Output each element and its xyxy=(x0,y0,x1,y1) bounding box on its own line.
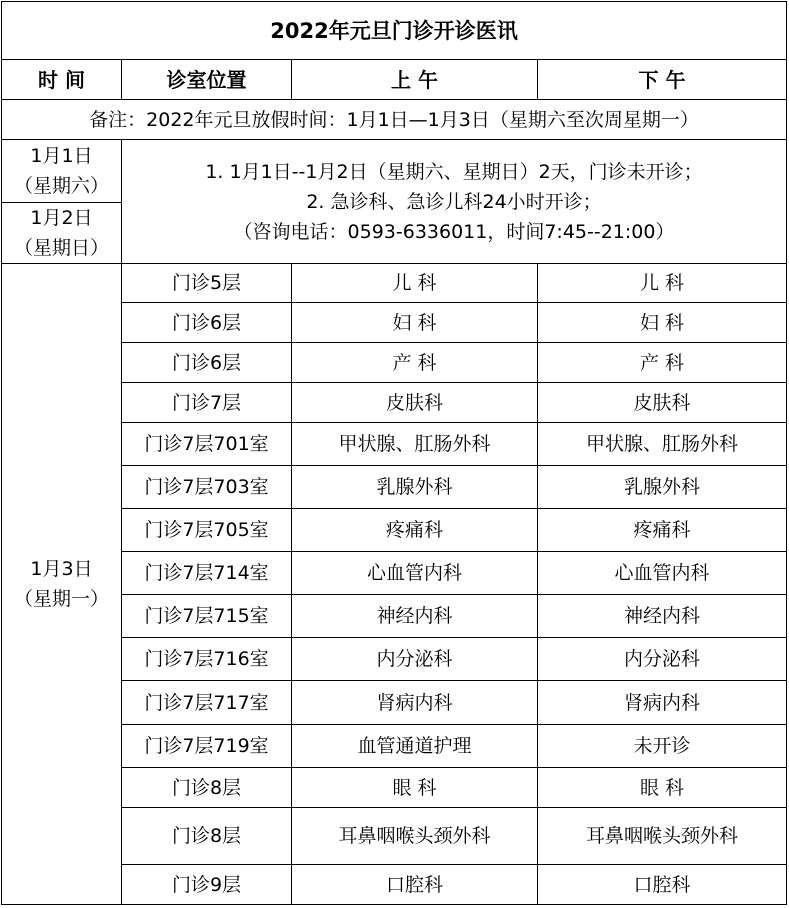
header-row xyxy=(2,60,787,100)
room-location: 门诊6层 xyxy=(122,303,292,343)
morning-department: 心血管内科 xyxy=(292,552,538,595)
afternoon-department: 耳鼻咽喉头颈外科 xyxy=(538,808,787,865)
morning-department: 口腔科 xyxy=(292,865,538,905)
header-time: 时 间 xyxy=(2,60,122,100)
afternoon-department: 皮肤科 xyxy=(538,383,787,423)
holiday-weekday: （星期六） xyxy=(13,175,109,197)
room-location: 门诊7层714室 xyxy=(122,552,292,595)
room-location: 门诊7层701室 xyxy=(122,423,292,466)
holiday-date-cell xyxy=(2,203,122,264)
clinic-schedule-table xyxy=(1,1,787,905)
title-row xyxy=(2,2,787,60)
holiday-remark: 备注：2022年元旦放假时间：1月1日—1月3日（星期六至次周星期一） xyxy=(2,100,787,140)
afternoon-department: 眼 科 xyxy=(538,768,787,808)
afternoon-department: 口腔科 xyxy=(538,865,787,905)
afternoon-department: 甲状腺、肛肠外科 xyxy=(538,423,787,466)
morning-department: 耳鼻咽喉头颈外科 xyxy=(292,808,538,865)
afternoon-department: 内分泌科 xyxy=(538,638,787,681)
room-location: 门诊9层 xyxy=(122,865,292,905)
room-location: 门诊8层 xyxy=(122,768,292,808)
header-afternoon: 下 午 xyxy=(538,60,787,100)
holiday-row-1 xyxy=(2,140,787,203)
morning-department: 皮肤科 xyxy=(292,383,538,423)
morning-department: 甲状腺、肛肠外科 xyxy=(292,423,538,466)
room-location: 门诊7层705室 xyxy=(122,509,292,552)
room-location: 门诊7层703室 xyxy=(122,466,292,509)
room-location: 门诊8层 xyxy=(122,808,292,865)
page-title: 2022年元旦门诊开诊医讯 xyxy=(2,2,787,60)
open-day-date: 1月3日 xyxy=(30,558,93,580)
holiday-date: 1月2日 xyxy=(30,207,93,229)
room-location: 门诊5层 xyxy=(122,264,292,303)
afternoon-department: 产 科 xyxy=(538,343,787,383)
afternoon-department: 疼痛科 xyxy=(538,509,787,552)
holiday-weekday: （星期日） xyxy=(13,237,109,259)
room-location: 门诊7层 xyxy=(122,383,292,423)
open-day-weekday: （星期一） xyxy=(13,588,109,610)
morning-department: 内分泌科 xyxy=(292,638,538,681)
room-location: 门诊7层717室 xyxy=(122,681,292,725)
morning-department: 儿 科 xyxy=(292,264,538,303)
morning-department: 血管通道护理 xyxy=(292,725,538,768)
afternoon-department: 肾病内科 xyxy=(538,681,787,725)
holiday-date-cell xyxy=(2,140,122,203)
afternoon-department: 儿 科 xyxy=(538,264,787,303)
header-location: 诊室位置 xyxy=(122,60,292,100)
morning-department: 妇 科 xyxy=(292,303,538,343)
holiday-note-line: 1. 1月1日--1月2日（星期六、星期日）2天，门诊未开诊； xyxy=(205,160,703,183)
afternoon-department: 乳腺外科 xyxy=(538,466,787,509)
morning-department: 产 科 xyxy=(292,343,538,383)
header-morning: 上 午 xyxy=(292,60,538,100)
morning-department: 肾病内科 xyxy=(292,681,538,725)
holiday-notes xyxy=(122,140,787,264)
room-location: 门诊7层715室 xyxy=(122,595,292,638)
room-location: 门诊7层719室 xyxy=(122,725,292,768)
morning-department: 乳腺外科 xyxy=(292,466,538,509)
afternoon-department: 未开诊 xyxy=(538,725,787,768)
afternoon-department: 神经内科 xyxy=(538,595,787,638)
afternoon-department: 妇 科 xyxy=(538,303,787,343)
morning-department: 眼 科 xyxy=(292,768,538,808)
afternoon-department: 心血管内科 xyxy=(538,552,787,595)
holiday-note-line: 2. 急诊科、急诊儿科24小时开诊； xyxy=(306,190,602,213)
morning-department: 疼痛科 xyxy=(292,509,538,552)
room-location: 门诊6层 xyxy=(122,343,292,383)
holiday-note-line: （咨询电话：0593-6336011，时间7:45--21:00） xyxy=(233,220,675,243)
open-day-cell xyxy=(2,264,122,905)
room-location: 门诊7层716室 xyxy=(122,638,292,681)
morning-department: 神经内科 xyxy=(292,595,538,638)
holiday-date: 1月1日 xyxy=(30,145,93,167)
remark-row xyxy=(2,100,787,140)
table-row xyxy=(2,264,787,303)
